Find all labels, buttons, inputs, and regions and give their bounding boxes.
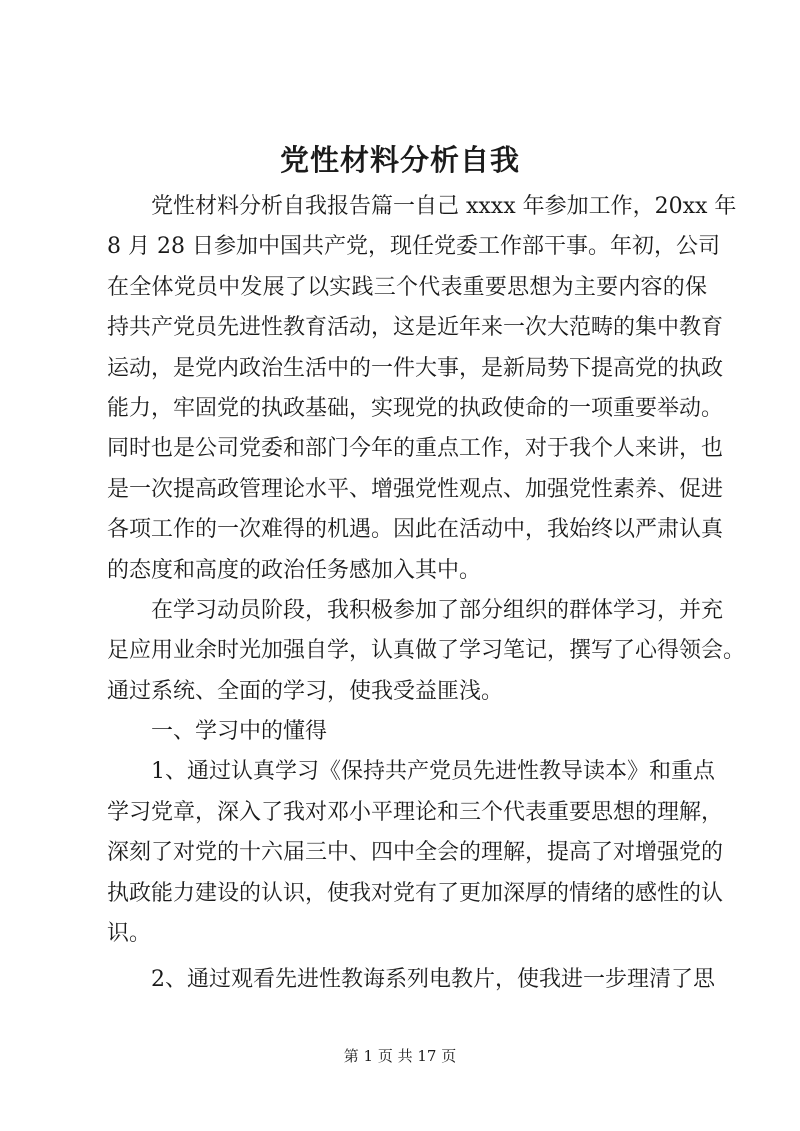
text-line: 2、通过观看先进性教诲系列电教片，使我进一步理清了思 [151, 967, 715, 993]
text-line: 同时也是公司党委和部门今年的重点工作，对于我个人来讲，也 [107, 436, 724, 462]
text-line: 1、通过认真学习《保持共产党员先进性教导读本》和重点 [151, 759, 715, 785]
text-line: 在学习动员阶段，我积极参加了部分组织的群体学习，并充 [151, 597, 724, 623]
text-line: 各项工作的一次难得的机遇。因此在活动中，我始终以严肃认真 [107, 517, 724, 543]
document-title: 党性材料分析自我 [279, 143, 520, 177]
text-line: 在全体党员中发展了以实践三个代表重要思想为主要内容的保 [107, 274, 707, 300]
page-number: 第 1 页 共 17 页 [343, 1047, 457, 1065]
document-body [107, 187, 746, 1001]
text-line: 足应用业余时光加强自学，认真做了学习笔记，撰写了心得领会。 [107, 638, 746, 664]
text-line: 深刻了对党的十六届三中、四中全会的理解，提高了对增强党的 [107, 840, 724, 866]
text-line: 识。 [107, 921, 152, 947]
section-heading: 一、学习中的懂得 [151, 719, 328, 745]
text-line: 执政能力建设的认识，使我对党有了更加深厚的情绪的感性的认 [107, 880, 724, 906]
text-line: 通过系统、全面的学习，使我受益匪浅。 [107, 678, 504, 704]
text-line: 学习党章，深入了我对邓小平理论和三个代表重要思想的理解， [107, 799, 724, 825]
text-line: 8 月 28 日参加中国共产党，现任党委工作部干事。年初，公司 [107, 234, 720, 260]
text-line: 能力，牢固党的执政基础，实现党的执政使命的一项重要举动。 [107, 395, 724, 421]
text-line: 持共产党员先进性教育活动，这是近年来一次大范畴的集中教育 [107, 315, 724, 341]
text-line: 的态度和高度的政治任务感加入其中。 [107, 557, 482, 583]
text-line: 是一次提高政管理论水平、增强党性观点、加强党性素养、促进 [107, 476, 724, 502]
text-line: 党性材料分析自我报告篇一自己 xxxx 年参加工作，20xx 年 [151, 194, 737, 219]
text-line: 运动，是党内政治生活中的一件大事，是新局势下提高党的执政 [107, 355, 724, 381]
